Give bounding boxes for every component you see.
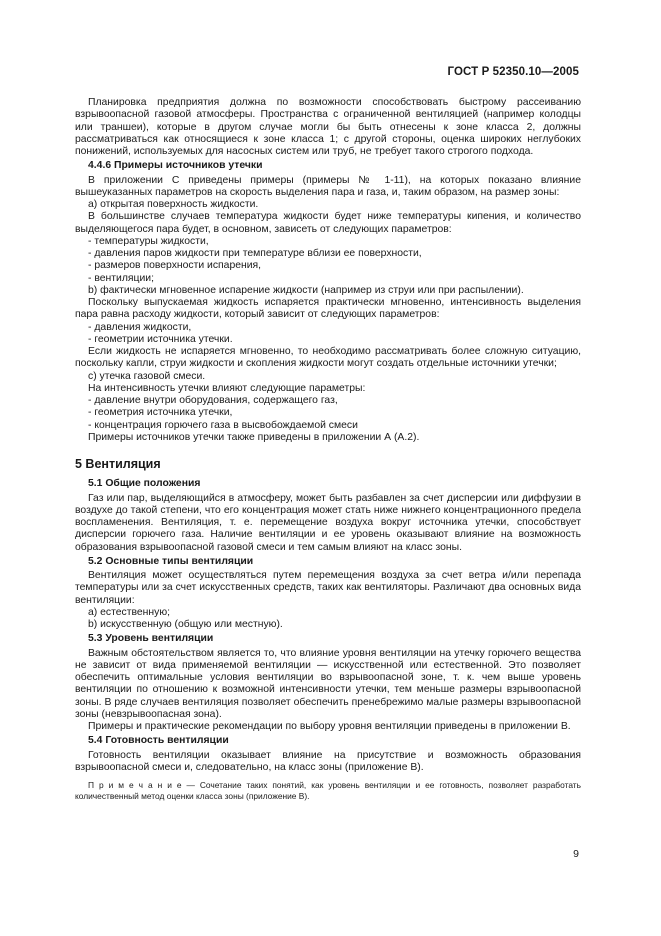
subsection-heading: 5.3 Уровень вентиляции <box>88 633 214 645</box>
paragraph: Готовность вентиляции оказывает влияние на присутствие и возможность образования взрывоопасной смеси и, следовательно, на класс зоны (приложение В). <box>75 749 581 773</box>
list-item: Примеры источников утечки также приведены в приложении А (А.2). <box>88 431 420 443</box>
paragraph: Газ или пар, выделяющийся в атмосферу, может быть разбавлен за счет дисперсии или диффузии в воздухе до такой степени, что его концентрация может стать ниже нижнего концентрационного предела воспламенения. Вентиляция, т. е. перемещение воздуха вокруг источника утечки, способствует дисперсии горючего газа. Наличие вентиляции и ее уровень оказывают влияние на возможность образования взрывоопасной газовой смеси и тем самым влияют на класс зоны. <box>75 492 581 553</box>
list-item: - вентиляции; <box>88 272 154 284</box>
subsection-heading: 5.2 Основные типы вентиляции <box>88 555 254 567</box>
list-item: - температуры жидкости, <box>88 235 209 247</box>
note-body: — Сочетание таких понятий, как уровень вентиляции и ее готовность, позволяет разработать количественный метод оценки класса зоны (приложение В). <box>75 780 581 801</box>
paragraph: Важным обстоятельством является то, что влияние уровня вентиляции на утечку горючего вещества не зависит от вида применяемой вентиляции — искусственной или естественной. Это позволяет обеспечить оптимальные условия вентиляции во взрывоопасной зоне, т. к. чем выше уровень вентиляции по отношению к возможной интенсивности утечки, тем меньше размеры взрывоопасной зоны. В ряде случаев вентиляция позволяет обеспечить пренебрежимо малые размеры взрывоопасной зоны (невзрывоопасная зона). <box>75 647 581 720</box>
list-item: - давления паров жидкости при температуре вблизи ее поверхности, <box>88 248 422 259</box>
list-item: - концентрация горючего газа в высвобождаемой смеси <box>88 419 358 431</box>
paragraph: Если жидкость не испаряется мгновенно, то необходимо рассматривать более сложную ситуацию, поскольку капли, струи жидкости и скопления жидкости могут создать отдельные источники утечки; <box>75 346 581 370</box>
paragraph: Примеры и практические рекомендации по выбору уровня вентиляции приведены в приложении В. <box>88 721 571 732</box>
note-label: П р и м е ч а н и е <box>88 780 182 790</box>
paragraph: В большинстве случаев температура жидкости будет ниже температуры кипения, и количество выделяющегося пара будет, в основном, зависеть от следующих параметров: <box>75 211 581 235</box>
list-item: На интенсивность утечки влияют следующие параметры: <box>88 382 366 394</box>
subsection-heading: 4.4.6 Примеры источников утечки <box>88 160 263 172</box>
list-item: b) искусственную (общую или местную). <box>88 619 283 630</box>
list-item: - давления жидкости, <box>88 321 192 333</box>
paragraph: Планировка предприятия должна по возможности способствовать быстрому рассеиванию взрывоопасной газовой атмосферы. Пространства с ограниченной вентиляцией (например колодцы или траншеи), которые в другом случае могли бы быть отнесены к зоне класса 2, должны рассматриваться как относящиеся к зоне класса 1; с другой стороны, оценка широких неглубоких понижений, используемых для насосных систем или труб, не требует такого строгого подхода. <box>75 97 581 157</box>
list-item: b) фактически мгновенное испарение жидкости (например из струи или при распылении). <box>88 284 524 296</box>
paragraph: В приложении С приведены примеры (примеры № 1-11), на которых показано влияние вышеуказанных параметров на скорость выделения пара и газа, и, таким образом, на размер зоны: <box>75 174 581 198</box>
list-item: - геометрия источника утечки, <box>88 407 233 419</box>
paragraph: Вентиляция может осуществляться путем перемещения воздуха за счет ветра и/или перепада температуры или за счет искусственных средств, таких как вентиляторы. Различают два основных вида вентиляции: <box>75 570 581 606</box>
subsection-heading: 5.1 Общие положения <box>88 478 201 490</box>
list-item: c) утечка газовой смеси. <box>88 370 206 382</box>
section-heading: 5 Вентиляция <box>75 457 161 471</box>
list-item: - размеров поверхности испарения, <box>88 260 262 272</box>
list-item: - давление внутри оборудования, содержащего газ, <box>88 395 338 406</box>
list-item: - геометрии источника утечки. <box>88 333 233 345</box>
paragraph: Поскольку выпускаемая жидкость испаряется практически мгновенно, интенсивность выделения пара равна расходу жидкости, который зависит от следующих параметров: <box>75 297 581 321</box>
document-body <box>75 97 581 802</box>
list-item: a) открытая поверхность жидкости. <box>88 199 259 210</box>
list-item: a) естественную; <box>88 606 171 618</box>
subsection-heading: 5.4 Готовность вентиляции <box>88 735 229 747</box>
note-text <box>75 780 581 802</box>
document-header-id: ГОСТ Р 52350.10—2005 <box>447 66 579 78</box>
page-number: 9 <box>573 848 579 860</box>
